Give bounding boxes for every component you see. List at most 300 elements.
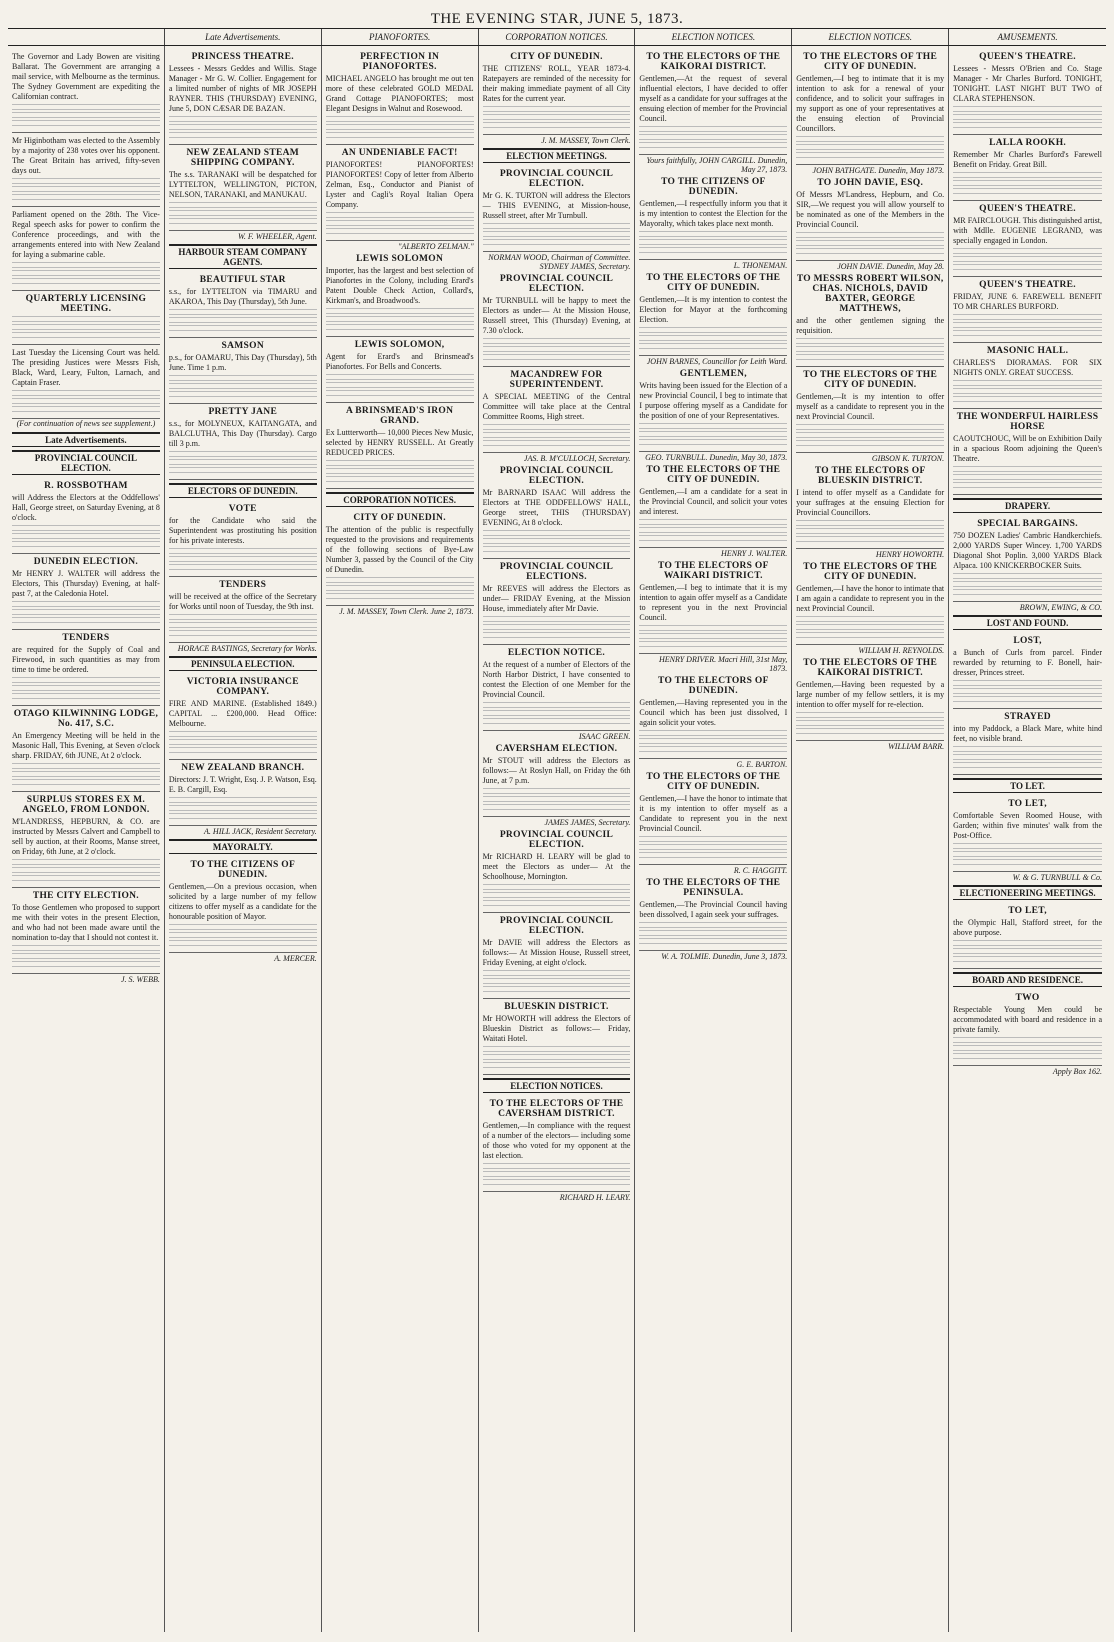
column-head: AMUSEMENTS. xyxy=(997,32,1058,42)
advertisement-title: PRETTY JANE xyxy=(208,407,278,417)
advertisement-body: MR FAIRCLOUGH. This distinguished artist, with Mdlle. EUGENIE LEGRAND, was specially engaged in London. xyxy=(953,216,1102,245)
advertisement-body: Remember Mr Charles Burford's Farewell Benefit on Friday. Great Bill. xyxy=(953,150,1102,169)
advertisement-body: I intend to offer myself as a Candidate for your suffrages at the ensuing Election for Provincial Councillors. xyxy=(796,488,945,517)
text-lines-filler xyxy=(953,474,1102,480)
advertisement-body: Gentlemen,—I am a candidate for a seat in the Provincial Council, and solicit your votes and interest. xyxy=(639,487,788,516)
signature-line: BROWN, EWING, & CO. xyxy=(1019,603,1102,612)
text-lines-filler xyxy=(326,228,474,234)
advertisement xyxy=(796,49,944,165)
advertisement-body: a Bunch of Curls from parcel. Finder rewarded by returning to F. Bonell, hair-dresser, Princes street. xyxy=(953,648,1102,677)
text-lines-filler xyxy=(169,797,317,803)
signature-line: W. & G. TURNBULL & Co. xyxy=(1012,873,1102,882)
text-lines-filler xyxy=(12,332,160,338)
advertisement xyxy=(169,857,317,953)
text-lines-filler xyxy=(483,788,631,794)
advertisement-body: Gentlemen,—Having represented you in the Council which has been just dissolved, I again solicit your votes. xyxy=(639,698,788,727)
text-lines-filler xyxy=(639,738,787,744)
column xyxy=(322,46,479,1632)
text-lines-filler xyxy=(12,178,160,184)
advertisement-body: Gentlemen,—It is my intention to offer myself as a candidate to represent you in the next Provincial Council. xyxy=(796,392,945,421)
advertisement-title: AN UNDENIABLE FACT! xyxy=(341,148,458,158)
text-lines-filler xyxy=(953,696,1102,702)
advertisement-body: for the Candidate who said the Superintendent was prostituting his position for his private interests. xyxy=(168,516,317,545)
advertisement-title: MACANDREW FOR SUPERINTENDENT. xyxy=(509,370,604,390)
text-lines-filler xyxy=(12,677,160,683)
text-lines-filler xyxy=(639,431,787,437)
text-lines-filler xyxy=(796,346,944,352)
section-heading: ELECTION MEETINGS. xyxy=(483,148,631,163)
advertisement-title: TO THE ELECTORS OF THE CITY OF DUNEDIN. xyxy=(803,370,938,390)
signature-line: JOHN BATHGATE. Dunedin, May 1873. xyxy=(812,166,945,175)
text-lines-filler xyxy=(483,616,631,622)
advertisement xyxy=(796,463,944,549)
text-lines-filler xyxy=(326,132,474,138)
section-heading: ELECTORS OF DUNEDIN. xyxy=(169,483,317,498)
advertisement-body: Gentlemen,—The Provincial Council having been dissolved, I again seek your suffrages. xyxy=(639,900,788,919)
text-lines-filler xyxy=(953,380,1102,386)
advertisement-body: Gentlemen,—I beg to intimate that it is my intention to ask for a renewal of your confidence, and to solicit your suffrages in my support as one of your representatives at the ensuing election of Provincial Councillors. xyxy=(796,74,945,133)
text-lines-filler xyxy=(639,439,787,445)
advertisement-body: Gentlemen,—Having been requested by a large number of my fellow settlers, it is my intention to offer myself for re-election. xyxy=(796,680,945,709)
advertisement-body: An Emergency Meeting will be held in the Masonic Hall, This Evening, at Seven o'clock sharp. FRIDAY, 6th JUNE, At 2 o'clock. xyxy=(12,731,160,760)
advertisement-body: FIRE AND MARINE. (Established 1849.) CAPITAL ... £200,000. Head Office: Melbourne. xyxy=(168,699,317,728)
advertisement-title: GENTLEMEN, xyxy=(679,369,747,379)
advertisement-body: CHARLES'S DIORAMAS. FOR SIX NIGHTS ONLY. GREAT SUCCESS. xyxy=(953,358,1102,377)
text-lines-filler xyxy=(953,940,1102,946)
text-lines-filler xyxy=(12,120,160,126)
text-lines-filler xyxy=(12,771,160,777)
advertisement-title: LEWIS SOLOMON xyxy=(356,254,444,264)
column xyxy=(792,46,949,1632)
advertisement xyxy=(326,403,474,489)
text-lines-filler xyxy=(796,616,944,622)
text-lines-filler xyxy=(953,482,1102,488)
text-lines-filler xyxy=(953,188,1102,194)
signature-line: GIBSON K. TURTON. xyxy=(871,454,945,463)
text-lines-filler xyxy=(953,1037,1102,1043)
advertisement xyxy=(953,516,1102,602)
text-lines-filler xyxy=(326,374,474,380)
text-lines-filler xyxy=(639,844,787,850)
text-lines-filler xyxy=(483,1062,631,1068)
text-lines-filler xyxy=(639,938,787,944)
section-heading: ELECTIONEERING MEETINGS. xyxy=(953,885,1102,900)
signature-line: Yours faithfully, JOHN CARGILL. Dunedin, May 27, 1873. xyxy=(646,156,788,174)
text-lines-filler xyxy=(483,432,631,438)
text-lines-filler xyxy=(639,641,787,647)
text-lines-filler xyxy=(953,746,1102,752)
text-lines-filler xyxy=(953,248,1102,254)
advertisement-title: TO THE ELECTORS OF THE KAIKORAI DISTRICT. xyxy=(803,658,938,678)
text-lines-filler xyxy=(953,1053,1102,1059)
text-lines-filler xyxy=(483,223,631,229)
advertisement-title: TO JOHN DAVIE, ESQ. xyxy=(817,178,924,188)
advertisement xyxy=(639,270,787,356)
text-lines-filler xyxy=(483,239,631,245)
column-head: Late Advertisements. xyxy=(165,29,322,45)
text-lines-filler xyxy=(169,218,317,224)
text-lines-filler xyxy=(953,688,1102,694)
advertisement xyxy=(326,251,474,337)
advertisement-body: 750 DOZEN Ladies' Cambric Handkerchiefs. 2,000 YARDS Super Wincey. 1,700 YARDS Diagonal Shot Poplin. 3,000 YARDS Black Alpaca. 100 KNICKERBOCKER Suits. xyxy=(953,531,1102,570)
text-lines-filler xyxy=(483,702,631,708)
text-lines-filler xyxy=(639,239,787,245)
text-lines-filler xyxy=(483,978,631,984)
advertisement-body: Mr G. K. TURTON will address the Electors— THIS EVENING, at Mission-house, Russell street, after Mr Turnbull. xyxy=(482,191,631,220)
text-lines-filler xyxy=(169,124,317,130)
text-lines-filler xyxy=(169,747,317,753)
advertisement xyxy=(483,999,631,1075)
text-lines-filler xyxy=(12,859,160,865)
advertisement-body: Gentlemen,—I have the honor to intimate that I am again a candidate to represent you in the next Provincial Council. xyxy=(796,584,945,613)
text-lines-filler xyxy=(483,632,631,638)
text-lines-filler xyxy=(12,601,160,607)
advertisement-body: p.s., for OAMARU, This Day (Thursday), 5th June. Time 1 p.m. xyxy=(168,353,317,372)
advertisement xyxy=(953,49,1102,135)
section-heading: ELECTION NOTICES. xyxy=(483,1078,631,1093)
advertisement-title: TO THE ELECTORS OF THE CITY OF DUNEDIN. xyxy=(803,562,938,582)
text-lines-filler xyxy=(12,324,160,330)
advertisement-body: Ex Luttterworth— 10,000 Pieces New Music, selected by HENRY RUSSELL. At Greatly REDUCED PRICES. xyxy=(325,428,474,457)
advertisement-title: TO THE ELECTORS OF THE KAIKORAI DISTRICT. xyxy=(646,52,781,72)
text-lines-filler xyxy=(796,624,944,630)
advertisement-title: PROVINCIAL COUNCIL ELECTION. xyxy=(499,274,614,294)
text-lines-filler xyxy=(639,134,787,140)
advertisement-body: Gentlemen,—I beg to intimate that it is my intention to again offer myself as a Candidate to represent you in the next Provincial Council. xyxy=(639,583,788,622)
text-lines-filler xyxy=(483,1171,631,1177)
advertisement-body: THE CITIZENS' ROLL, YEAR 1873-4. Ratepayers are reminded of the necessity for their making immediate payment of all City Rates for the current year. xyxy=(482,64,631,103)
text-lines-filler xyxy=(326,577,474,583)
text-lines-filler xyxy=(953,172,1102,178)
advertisement-title: TO THE ELECTORS OF THE PENINSULA. xyxy=(646,878,781,898)
advertisement xyxy=(639,558,787,654)
advertisement xyxy=(12,706,160,792)
text-lines-filler xyxy=(169,932,317,938)
text-lines-filler xyxy=(639,625,787,631)
text-lines-filler xyxy=(169,739,317,745)
advertisement xyxy=(12,554,160,630)
text-lines-filler xyxy=(326,390,474,396)
advertisement-title: LALLA ROOKH. xyxy=(989,138,1067,148)
text-lines-filler xyxy=(169,564,317,570)
text-lines-filler xyxy=(169,325,317,331)
advertisement-body: Comfortable Seven Roomed House, with Garden; within five minutes' walk from the Post-Office. xyxy=(953,811,1102,840)
text-lines-filler xyxy=(796,440,944,446)
advertisement xyxy=(483,49,631,135)
text-lines-filler xyxy=(12,685,160,691)
advertisement-body: Mr DAVIE will address the Electors as follows:— At Mission House, Russell street, Friday Evening, at eight o'clock. xyxy=(482,938,631,967)
advertisement-title: THE CITY ELECTION. xyxy=(32,891,139,901)
text-lines-filler xyxy=(169,132,317,138)
text-lines-filler xyxy=(796,136,944,142)
text-lines-filler xyxy=(483,718,631,724)
advertisement-title: LOST, xyxy=(1013,636,1042,646)
text-lines-filler xyxy=(483,986,631,992)
advertisement xyxy=(169,272,317,338)
text-lines-filler xyxy=(326,382,474,388)
advertisement-body: CAOUTCHOUC, Will be on Exhibition Daily in a spacious Room adjoining the Queen's Theatre. xyxy=(953,434,1102,463)
advertisement-title: TO THE ELECTORS OF THE CAVERSHAM DISTRICT. xyxy=(489,1099,624,1119)
text-lines-filler xyxy=(953,264,1102,270)
text-lines-filler xyxy=(169,622,317,628)
advertisement xyxy=(169,577,317,643)
text-lines-filler xyxy=(483,1163,631,1169)
advertisement xyxy=(483,559,631,645)
text-lines-filler xyxy=(953,948,1102,954)
text-lines-filler xyxy=(12,398,160,404)
text-lines-filler xyxy=(483,884,631,890)
advertisement-body: Lessees - Messrs O'Brien and Co. Stage Manager - Mr Charles Burford. TONIGHT, TONIGHT. LAST NIGHT BUT TWO of CLARA STEPHENSON. xyxy=(953,64,1102,103)
text-lines-filler xyxy=(169,383,317,389)
advertisement-title: SPECIAL BARGAINS. xyxy=(977,519,1078,529)
text-lines-filler xyxy=(12,104,160,110)
text-lines-filler xyxy=(169,210,317,216)
text-lines-filler xyxy=(639,730,787,736)
signature-line: HENRY J. WALTER. xyxy=(721,549,788,558)
advertisement-body: Mr HOWORTH will address the Electors of Blueskin District as follows:— Friday, Waitati Hotel. xyxy=(482,1014,631,1043)
text-lines-filler xyxy=(796,232,944,238)
advertisement-body: the Olympic Hall, Stafford street, for the above purpose. xyxy=(953,918,1102,937)
text-lines-filler xyxy=(953,322,1102,328)
text-lines-filler xyxy=(953,330,1102,336)
text-lines-filler xyxy=(483,970,631,976)
text-lines-filler xyxy=(639,142,787,148)
advertisement xyxy=(953,135,1102,201)
advertisement-body: Mr Higinbotham was elected to the Assembly by a majority of 238 votes over his opponent. The Great Britain has arrived, fifty-seven days out. xyxy=(12,136,160,175)
advertisement xyxy=(639,174,787,260)
advertisement-title: TO LET, xyxy=(1008,799,1047,809)
advertisement-body: s.s., for MOLYNEUX, KAITANGATA, and BALCLUTHA, This Day (Thursday). Cargo till 3 p.m. xyxy=(168,419,317,448)
advertisement-title: TO THE ELECTORS OF DUNEDIN. xyxy=(657,676,769,696)
advertisement xyxy=(483,913,631,999)
news-paragraph xyxy=(12,345,160,419)
advertisement-body: Directors: J. T. Wright, Esq. J. P. Watson, Esq. E. B. Cargill, Esq. xyxy=(168,775,317,794)
text-lines-filler xyxy=(169,614,317,620)
column-head: ELECTION NOTICES. xyxy=(792,29,949,45)
advertisement xyxy=(483,463,631,559)
text-lines-filler xyxy=(326,212,474,218)
text-lines-filler xyxy=(639,423,787,429)
text-lines-filler xyxy=(169,731,317,737)
text-lines-filler xyxy=(169,924,317,930)
text-lines-filler xyxy=(12,525,160,531)
column xyxy=(8,46,165,1632)
text-lines-filler xyxy=(12,262,160,268)
advertisement xyxy=(953,277,1102,343)
text-lines-filler xyxy=(483,354,631,360)
text-lines-filler xyxy=(953,180,1102,186)
column xyxy=(635,46,792,1632)
advertisement xyxy=(796,367,944,453)
advertisement-body: MICHAEL ANGELO has brought me out ten more of these celebrated GOLD MEDAL Grand Cottage PIANOFORTES; most Elegant Designs in Walnut and Rosewood. xyxy=(325,74,474,113)
text-lines-filler xyxy=(953,762,1102,768)
advertisement-body: Parliament opened on the 28th. The Vice-Regal speech asks for power to confirm the Conference proceedings, and with the arrangements entered into with New Zealand for laying a submarine cable. xyxy=(12,210,160,259)
text-lines-filler xyxy=(12,609,160,615)
text-lines-filler xyxy=(639,126,787,132)
signature-line: A. HILL JACK, Resident Secretary. xyxy=(204,827,317,836)
text-lines-filler xyxy=(953,314,1102,320)
advertisement-body: into my Paddock, a Black Mare, white hind feet, no visible brand. xyxy=(953,724,1102,743)
text-lines-filler xyxy=(639,231,787,237)
advertisement-title: TENDERS xyxy=(219,580,267,590)
text-lines-filler xyxy=(169,116,317,122)
advertisement-body: Gentlemen,—At the request of several influential electors, I have decided to offer myself as a candidate for your suffrages at the ensuing election of member for the Provincial Council. xyxy=(639,74,788,123)
column-final-signature: Apply Box 162. xyxy=(1052,1067,1102,1076)
advertisement xyxy=(953,796,1102,872)
text-lines-filler xyxy=(12,390,160,396)
section-heading: TO LET. xyxy=(953,778,1102,793)
text-lines-filler xyxy=(12,617,160,623)
column xyxy=(949,46,1106,1632)
column-head: ELECTION NOTICES. xyxy=(635,29,792,45)
advertisement-body: Of Messrs M'Landress, Hepburn, and Co. SIR,—We request you will allow yourself to be nominated as one of the Members in the Provincial Council. xyxy=(796,190,945,229)
text-lines-filler xyxy=(483,106,631,112)
advertisement-body: Last Tuesday the Licensing Court was held. The presiding Justices were Messrs Fish, Black, Ward, Leary, Fulton, Larnach, and Captain Fraser. xyxy=(12,348,160,387)
text-lines-filler xyxy=(639,746,787,752)
advertisement-body: s.s., for LYTTELTON via TIMARU and AKAROA, This Day (Thursday), 5th June. xyxy=(168,287,317,306)
advertisement xyxy=(169,760,317,826)
text-lines-filler xyxy=(483,1179,631,1185)
advertisement-body: Mr BARNARD ISAAC Will address the Electors at THE ODDFELLOWS' HALL, George street, THIS (THURSDAY) EVENING, At 8 o'clock. xyxy=(482,488,631,527)
advertisement xyxy=(12,888,160,974)
text-lines-filler xyxy=(483,624,631,630)
advertisement-body: are required for the Supply of Coal and Firewood, in such quantities as may from time to time be ordered. xyxy=(12,645,160,674)
advertisement-title: VOTE xyxy=(228,504,257,514)
advertisement xyxy=(483,1096,631,1192)
text-lines-filler xyxy=(796,728,944,734)
advertisement xyxy=(953,409,1102,495)
advertisement-title: CITY OF DUNEDIN. xyxy=(353,513,446,523)
text-lines-filler xyxy=(169,630,317,636)
advertisement-body: To those Gentlemen who proposed to support me with their votes in the present Election, and who had not been made aware until the nomination to-day that I should not contest it. xyxy=(12,903,160,942)
columns xyxy=(8,46,1106,1632)
text-lines-filler xyxy=(796,248,944,254)
advertisement-title: VICTORIA INSURANCE COMPANY. xyxy=(186,677,299,697)
text-lines-filler xyxy=(796,240,944,246)
advertisement xyxy=(12,630,160,706)
advertisement-title: ELECTION NOTICE. xyxy=(507,648,606,658)
masthead xyxy=(8,6,1106,29)
advertisement-body: FRIDAY, JUNE 6. FAREWELL BENEFIT TO MR CHARLES BURFORD. xyxy=(953,292,1102,311)
text-lines-filler xyxy=(169,309,317,315)
advertisement xyxy=(12,478,160,554)
text-lines-filler xyxy=(169,805,317,811)
text-lines-filler xyxy=(169,467,317,473)
text-lines-filler xyxy=(483,424,631,430)
advertisement-title: MASONIC HALL. xyxy=(986,346,1069,356)
text-lines-filler xyxy=(796,432,944,438)
advertisement-body: Mr RICHARD H. LEARY will be glad to meet the Electors as under— At the Schoolhouse, Mornington. xyxy=(482,852,631,881)
advertisement-title: BEAUTIFUL STAR xyxy=(199,275,286,285)
text-lines-filler xyxy=(953,680,1102,686)
signature-line: "ALBERTO ZELMAN." xyxy=(398,242,474,251)
text-lines-filler xyxy=(796,528,944,534)
text-lines-filler xyxy=(796,720,944,726)
section-heading: PROVINCIAL COUNCIL ELECTION. xyxy=(12,450,160,475)
text-lines-filler xyxy=(483,804,631,810)
column-final-signature: J. S. WEBB. xyxy=(120,975,160,984)
advertisement xyxy=(796,559,944,645)
advertisement xyxy=(483,367,631,453)
signature-line: HENRY HOWORTH. xyxy=(875,550,945,559)
text-lines-filler xyxy=(639,519,787,525)
signature-line: NORMAN WOOD, Chairman of Committee. SYDNEY JAMES, Secretary. xyxy=(488,253,631,271)
advertisement xyxy=(483,741,631,817)
section-heading: HARBOUR STEAM COMPANY AGENTS. xyxy=(169,244,317,269)
text-lines-filler xyxy=(326,308,474,314)
signature-line: JOHN DAVIE. Dunedin, May 28. xyxy=(837,262,945,271)
text-lines-filler xyxy=(12,953,160,959)
advertisement xyxy=(326,337,474,403)
text-lines-filler xyxy=(953,956,1102,962)
column-final-signature: WILLIAM BARR. xyxy=(888,742,945,751)
advertisement-body: will be received at the office of the Secretary for Works until noon of Tuesday, the 9th inst. xyxy=(168,592,317,611)
advertisement xyxy=(796,271,944,367)
column-head xyxy=(8,29,165,45)
text-lines-filler xyxy=(953,859,1102,865)
advertisement-title: CAVERSHAM ELECTION. xyxy=(495,744,618,754)
advertisement-body: M'LANDRESS, HEPBURN, & CO. are instructed by Messrs Calvert and Campbell to sell by auction, at their Rooms, Manse street, on Friday, 6th June, at 2 o'clock. xyxy=(12,817,160,856)
text-lines-filler xyxy=(953,1045,1102,1051)
text-lines-filler xyxy=(953,754,1102,760)
advertisement-title: STRAYED xyxy=(1004,712,1051,722)
text-lines-filler xyxy=(953,122,1102,128)
text-lines-filler xyxy=(796,520,944,526)
advertisement-title: TO THE ELECTORS OF THE CITY OF DUNEDIN. xyxy=(646,273,781,293)
text-lines-filler xyxy=(483,346,631,352)
advertisement-title: TO THE ELECTORS OF BLUESKIN DISTRICT. xyxy=(814,466,926,486)
column-final-signature: W. A. TOLMIE. Dunedin, June 3, 1873. xyxy=(661,952,788,961)
column-final-signature: RICHARD H. LEARY. xyxy=(559,1193,631,1202)
text-lines-filler xyxy=(639,633,787,639)
advertisement-title: TO THE ELECTORS OF THE CITY OF DUNEDIN. xyxy=(803,52,938,72)
advertisement-body: Importer, has the largest and best selection of Pianofortes in the Colony, including Erard's Patent Double Check Action, Collard's, Kirkman's, and Broadwood's. xyxy=(325,266,474,305)
text-lines-filler xyxy=(169,375,317,381)
advertisement-body: Lessees - Messrs Geddes and Willis. Stage Manager - Mr G. W. Collier. Engagement for a limited number of nights of MR JOSEPH RAYNER. THIS (THURSDAY) EVENING, June 5, DON CÆSAR DE BAZAN. xyxy=(168,64,317,113)
text-lines-filler xyxy=(483,114,631,120)
text-lines-filler xyxy=(169,556,317,562)
advertisement xyxy=(483,827,631,913)
advertisement xyxy=(169,338,317,404)
advertisement-title: R. ROSSBOTHAM xyxy=(44,481,128,491)
text-lines-filler xyxy=(12,693,160,699)
advertisement-title: TO LET, xyxy=(1008,906,1047,916)
text-lines-filler xyxy=(12,875,160,881)
column-head: PIANOFORTES. xyxy=(322,29,479,45)
advertisement xyxy=(796,655,944,741)
text-lines-filler xyxy=(639,247,787,253)
text-lines-filler xyxy=(483,1046,631,1052)
text-lines-filler xyxy=(639,922,787,928)
text-lines-filler xyxy=(953,573,1102,579)
signature-line: L. THONEMAN. xyxy=(733,261,788,270)
column-final-signature: J. M. MASSEY, Town Clerk. June 2, 1873. xyxy=(339,607,474,616)
section-heading: DRAPERY. xyxy=(953,498,1102,513)
advertisement-title: QUEEN'S THEATRE. xyxy=(979,280,1076,290)
advertisement-title: PROVINCIAL COUNCIL ELECTION. xyxy=(499,169,614,189)
advertisement-title: TENDERS xyxy=(62,633,110,643)
text-lines-filler xyxy=(169,391,317,397)
advertisement xyxy=(639,673,787,759)
text-lines-filler xyxy=(483,796,631,802)
text-lines-filler xyxy=(169,317,317,323)
section-heading: BOARD AND RESIDENCE. xyxy=(953,972,1102,987)
text-lines-filler xyxy=(639,852,787,858)
text-lines-filler xyxy=(639,327,787,333)
text-lines-filler xyxy=(796,632,944,638)
advertisement-title: QUARTERLY LICENSING MEETING. xyxy=(25,294,147,314)
advertisement xyxy=(953,343,1102,409)
